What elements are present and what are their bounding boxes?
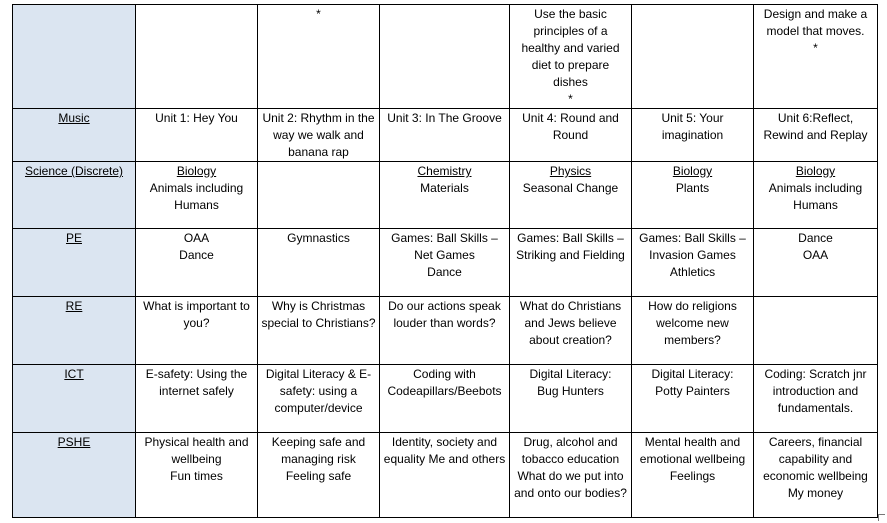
table-cell xyxy=(380,5,510,109)
subject-cell xyxy=(13,365,136,433)
table-cell xyxy=(510,365,632,433)
subject-cell xyxy=(13,109,136,162)
table-cell xyxy=(136,162,258,229)
table-cell xyxy=(510,229,632,297)
table-cell xyxy=(136,229,258,297)
table-cell xyxy=(632,229,754,297)
cell-text: Coding: Scratch jnr introduction and fundamentals. xyxy=(764,367,867,415)
cell-text: Fun times xyxy=(170,469,223,483)
table-cell xyxy=(632,5,754,109)
table-cell xyxy=(380,297,510,365)
corner-marker xyxy=(878,514,885,521)
table-cell xyxy=(632,297,754,365)
cell-text: * xyxy=(316,7,321,21)
cell-text: Design and make a model that moves. xyxy=(763,7,868,38)
subject-label: RE xyxy=(65,299,83,313)
curriculum-table xyxy=(12,4,878,518)
table-row xyxy=(13,162,878,229)
cell-text: Unit 2: Rhythm in the way we walk and banana rap xyxy=(262,111,375,159)
table-cell xyxy=(510,297,632,365)
cell-text: How do religions welcome new members? xyxy=(648,299,737,347)
subject-label: PE xyxy=(65,231,82,245)
table-cell xyxy=(136,365,258,433)
cell-text: * xyxy=(568,92,573,106)
table-cell xyxy=(632,109,754,162)
table-cell xyxy=(136,433,258,518)
table-row xyxy=(13,433,878,518)
subject-cell xyxy=(13,433,136,518)
table-cell xyxy=(632,365,754,433)
table-cell xyxy=(258,297,380,365)
cell-text: Animals including Humans xyxy=(149,181,244,212)
table-cell xyxy=(754,229,878,297)
cell-text: Digital Literacy: xyxy=(529,367,612,381)
subject-cell xyxy=(13,297,136,365)
cell-heading: Biology xyxy=(672,164,713,178)
table-cell xyxy=(754,297,878,365)
table-cell xyxy=(258,162,380,229)
table-cell xyxy=(380,229,510,297)
table-row xyxy=(13,297,878,365)
cell-text: Mental health and emotional wellbeing Feelings xyxy=(639,435,746,483)
cell-heading: Biology xyxy=(176,164,217,178)
table-cell xyxy=(754,162,878,229)
cell-heading: Biology xyxy=(795,164,836,178)
cell-heading: Chemistry xyxy=(417,164,472,178)
cell-text: Feeling safe xyxy=(285,469,352,483)
table-cell xyxy=(754,365,878,433)
table-cell xyxy=(258,109,380,162)
cell-heading: Physics xyxy=(549,164,592,178)
table-cell xyxy=(380,162,510,229)
cell-text: Do our actions speak louder than words? xyxy=(388,299,501,330)
subject-label: Music xyxy=(58,111,90,125)
cell-text: Dance xyxy=(179,248,214,262)
table-row xyxy=(13,109,878,162)
cell-text: Seasonal Change xyxy=(522,181,619,195)
cell-text: What do Christians and Jews believe about creation? xyxy=(519,299,622,347)
cell-text: Use the basic principles of a healthy and varied diet to prepare dishes xyxy=(521,7,620,89)
cell-text: Athletics xyxy=(669,265,716,279)
cell-text: Dance xyxy=(427,265,462,279)
cell-text: Unit 5: Your imagination xyxy=(661,111,724,142)
cell-text: Unit 1: Hey You xyxy=(155,111,238,125)
table-cell xyxy=(380,365,510,433)
table-row xyxy=(13,229,878,297)
cell-text: Animals including Humans xyxy=(768,181,863,212)
cell-text: Unit 6:Reflect, Rewind and Replay xyxy=(763,111,868,142)
table-cell xyxy=(510,5,632,109)
cell-text: Bug Hunters xyxy=(537,384,604,398)
table-cell xyxy=(136,109,258,162)
cell-text: Unit 4: Round and Round xyxy=(522,111,619,142)
subject-cell xyxy=(13,162,136,229)
subject-label: ICT xyxy=(64,367,84,381)
cell-text: Potty Painters xyxy=(655,384,730,398)
cell-text: Games: Ball Skills – Striking and Fielding xyxy=(516,231,625,262)
cell-text: OAA xyxy=(802,248,829,262)
table-cell xyxy=(136,5,258,109)
table-body xyxy=(13,5,878,518)
table-cell xyxy=(754,109,878,162)
table-cell xyxy=(632,162,754,229)
table-cell xyxy=(632,433,754,518)
cell-text: Gymnastics xyxy=(287,231,350,245)
table-row xyxy=(13,5,878,109)
cell-text: Keeping safe and managing risk xyxy=(271,435,366,466)
cell-text: What is important to you? xyxy=(143,299,250,330)
table-row xyxy=(13,365,878,433)
subject-cell xyxy=(13,5,136,109)
cell-text: Plants xyxy=(675,181,710,195)
table-cell xyxy=(258,365,380,433)
cell-text: Digital Literacy: xyxy=(651,367,734,381)
cell-text: E-safety: Using the internet safely xyxy=(145,367,248,398)
cell-text: Unit 3: In The Groove xyxy=(387,111,502,125)
cell-text: Games: Ball Skills – Net Games xyxy=(391,231,498,262)
table-cell xyxy=(754,433,878,518)
table-cell xyxy=(136,297,258,365)
cell-text: OAA xyxy=(183,231,210,245)
table-cell xyxy=(258,5,380,109)
table-cell xyxy=(510,433,632,518)
subject-cell xyxy=(13,229,136,297)
table-cell xyxy=(258,229,380,297)
cell-text: Games: Ball Skills – Invasion Games xyxy=(639,231,746,262)
cell-text: Drug, alcohol and tobacco education What do we put into and onto our bodies? xyxy=(514,435,627,500)
subject-label: PSHE xyxy=(57,435,91,449)
table-cell xyxy=(380,109,510,162)
table-cell xyxy=(380,433,510,518)
table-cell xyxy=(510,162,632,229)
table-cell xyxy=(754,5,878,109)
cell-text: My money xyxy=(787,486,844,500)
subject-label: Science (Discrete) xyxy=(24,164,124,178)
cell-text: Digital Literacy & E-safety: using a computer/device xyxy=(265,367,372,415)
cell-text: Materials xyxy=(420,181,469,195)
cell-text: * xyxy=(813,41,818,55)
table-cell xyxy=(510,109,632,162)
cell-text: Coding with Codeapillars/Beebots xyxy=(387,367,502,398)
cell-text: Physical health and wellbeing xyxy=(144,435,249,466)
cell-text: Dance xyxy=(798,231,833,245)
cell-text: Why is Christmas special to Christians? xyxy=(261,299,376,330)
table-cell xyxy=(258,433,380,518)
cell-text: Identity, society and equality Me and others xyxy=(383,435,506,466)
cell-text: Careers, financial capability and economic wellbeing xyxy=(763,435,868,483)
